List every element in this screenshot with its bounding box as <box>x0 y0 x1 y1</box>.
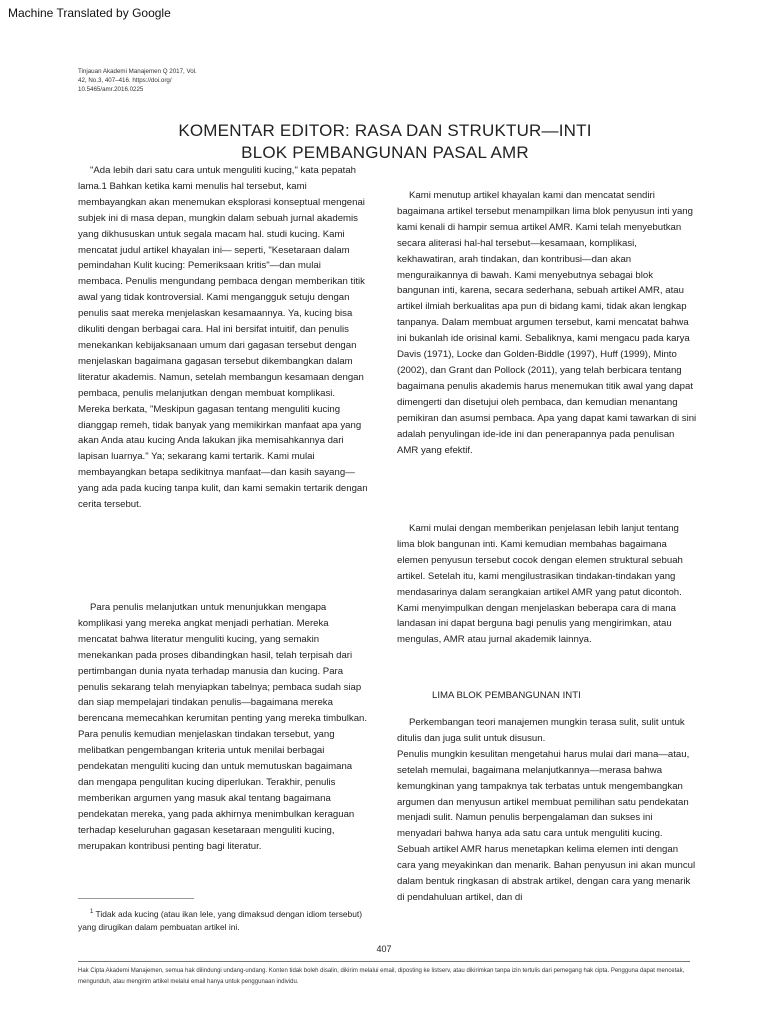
journal-citation <box>78 67 278 94</box>
left-column-para-2 <box>78 600 368 855</box>
body-paragraph: Para penulis melanjutkan untuk menunjukkan mengapa komplikasi yang mereka angkat menjadi perhatian. Mereka mencatat bahwa literatur menguliti kucing, yang semakin menekankan pada proses dibandingkan hasil, telah terpisah dari pertimbangan dunia nyata terhadap manusia dan kucing. Para penulis sekarang telah menyiapkan tabelnya; pembaca sudah siap dan siap mempelajari tindakan penulis—bagaimana mereka berencana memecahkan kerumitan penting yang mereka timbulkan. Para penulis kemudian menjelaskan tindakan tersebut, yang melibatkan pengembangan kriteria untuk menilai berbagai pendekatan menguliti kucing dan untuk memutuskan bagaimana dan mengapa pengulitan kucing diperlukan. Terakhir, penulis memberikan argumen yang masuk akal tentang bagaimana pendekatan mereka, yang pada akhirnya menimbulkan keraguan terhadap keseluruhan gagasan kesetaraan menguliti kucing, merupakan kontribusi penting bagi literatur. <box>78 602 368 852</box>
article-title <box>60 120 710 164</box>
translation-banner: Machine Translated by Google <box>8 6 171 20</box>
right-column-para-1 <box>397 188 697 458</box>
body-paragraph: Penulis mungkin kesulitan mengetahui harus mulai dari mana—atau, setelah memulai, bagaimana melanjutkannya—merasa bahwa kemungkinan yang tampaknya tak terbatas untuk mengembangkan argumen dan menyusun artikel membuat pemilihan satu pendekatan menjadi sulit. Namun penulis berpengalaman dan sukses ini menyadari bahwa hanya ada satu cara untuk menguliti kucing. Sebuah artikel AMR harus menetapkan kelima elemen inti dengan cara yang meyakinkan dan menarik. Bahan penyusun ini akan muncul dalam bentuk ringkasan di abstrak artikel, dengan cara yang menarik di pendahuluan artikel, dan di <box>397 748 696 903</box>
right-column-para-3 <box>397 715 697 906</box>
citation-line: Tinjauan Akademi Manajemen Q 2017, Vol. <box>78 68 197 75</box>
body-paragraph: "Ada lebih dari satu cara untuk menguliti kucing," kata pepatah lama.1 Bahkan ketika kami menulis hal tersebut, kami membayangkan akan menemukan eksplorasi konseptual mengenai subjek ini di masa depan, mungkin dalam sebuah jurnal akademis yang dikhususkan untuk segala macam hal. studi kucing. Kami mencatat judul artikel khayalan ini— seperti, "Kesetaraan dalam pemindahan Kulit kucing: Pemeriksaan kritis"—dan mulai membaca. Penulis mengundang pembaca dengan memberikan titik awal yang tidak kontroversial. Kami mengangguk setuju dengan penulis saat mereka menjelaskan kesamaannya. Ya, kucing bisa dikuliti dengan berbagai cara. Hal ini bersifat intuitif, dan penulis menekankan kebijaksanaan umum dari gagasan tersebut dengan menjelaskan bagaimana gagasan tersebut dikembangkan dalam literatur akademis. Namun, setelah membangun kesamaan dengan pembaca, penulis melanjutkan dengan membuat komplikasi. Mereka berkata, "Meskipun gagasan tentang menguliti kucing dianggap remeh, tidak banyak yang memikirkan manfaat apa yang akan Anda atau kucing Anda lakukan jika memisahkannya dari lapisan luarnya." Ya; sekarang kami tertarik. Kami mulai membayangkan betapa sedikitnya manfaat—dan kasih sayang—yang ada pada kucing tanpa kulit, dan kami semakin tertarik dengan cerita tersebut. <box>78 165 368 511</box>
citation-line: 10.5465/amr.2016.0225 <box>78 86 144 93</box>
left-column-para-1 <box>78 163 368 513</box>
body-paragraph: Kami mulai dengan memberikan penjelasan lebih lanjut tentang lima blok bangunan inti. Kami kemudian membahas bagaimana elemen penyusun tersebut cocok dengan elemen struktural sebuah artikel. Setelah itu, kami mengilustrasikan tindakan-tindakan yang mendasarinya dalam serangkaian artikel AMR yang patut dicontoh. Kami menyimpulkan dengan menjelaskan beberapa cara di mana landasan ini dapat berguna bagi penulis yang mengirimkan, atau mengulas, AMR atau jurnal akademik lainnya. <box>397 523 683 646</box>
section-heading: LIMA BLOK PEMBANGUNAN INTI <box>432 690 581 701</box>
copyright-notice: Hak Cipta Akademi Manajemen, semua hak dilindungi undang-undang. Konten tidak boleh disalin, dikirim melalui email, diposting ke listserv, atau dikirimkan tanpa izin tertulis dari pemegang hak cipta. Pengguna dapat mencetak, mengunduh, atau mengirim artikel melalui email hanya untuk penggunaan individu. <box>78 968 685 985</box>
body-paragraph: Perkembangan teori manajemen mungkin terasa sulit, sulit untuk ditulis dan juga sulit untuk disusun. <box>397 717 685 744</box>
title-line: KOMENTAR EDITOR: RASA DAN STRUKTUR—INTI <box>178 121 592 140</box>
page-number: 407 <box>376 944 392 954</box>
title-line: BLOK PEMBANGUNAN PASAL AMR <box>241 143 529 162</box>
body-paragraph: Kami menutup artikel khayalan kami dan mencatat sendiri bagaimana artikel tersebut menampilkan lima blok penyusun inti yang kami kenali di hampir semua artikel AMR. Kami telah menyebutkan secara aliterasi hal-hal tersebut—kesamaan, komplikasi, kekhawatiran, arah tindakan, dan kontribusi—dan akan menguraikannya di bawah. Kami menyebutnya sebagai blok bangunan inti, karena, secara sederhana, sebuah artikel AMR, atau artikel ilmiah berkualitas apa pun di bidang kami, tidak akan lengkap tanpanya. Dalam membuat argumen tersebut, kami mencatat bahwa ini bukanlah ide orisinal kami. Sebaliknya, kami mengacu pada karya Davis (1971), Locke dan Golden-Biddle (1997), Huff (1999), Minto (2002), dan Grant dan Pollock (2011), yang telah berbicara tentang bagaimana penulis akademis harus menemukan titik awal yang dapat dimengerti dan disetujui oleh pembaca, dan kemudian menantang pemikiran dan asumsi pembaca. Apa yang dapat kami tawarkan di sini adalah penyulingan ide-ide ini dan penerapannya pada penulisan AMR yang efektif. <box>397 190 697 456</box>
citation-line: 42, No.3, 407–416. https://doi.org/ <box>78 77 172 84</box>
footnote-marker: 1 <box>90 909 94 916</box>
footer-divider <box>78 961 690 962</box>
footnote-divider <box>78 898 194 899</box>
footnote-text: Tidak ada kucing (atau ikan lele, yang dimaksud dengan idiom tersebut) yang dirugikan dalam pembuatan artikel ini. <box>78 909 362 932</box>
right-column-para-2 <box>397 521 697 648</box>
footnote <box>78 908 378 933</box>
